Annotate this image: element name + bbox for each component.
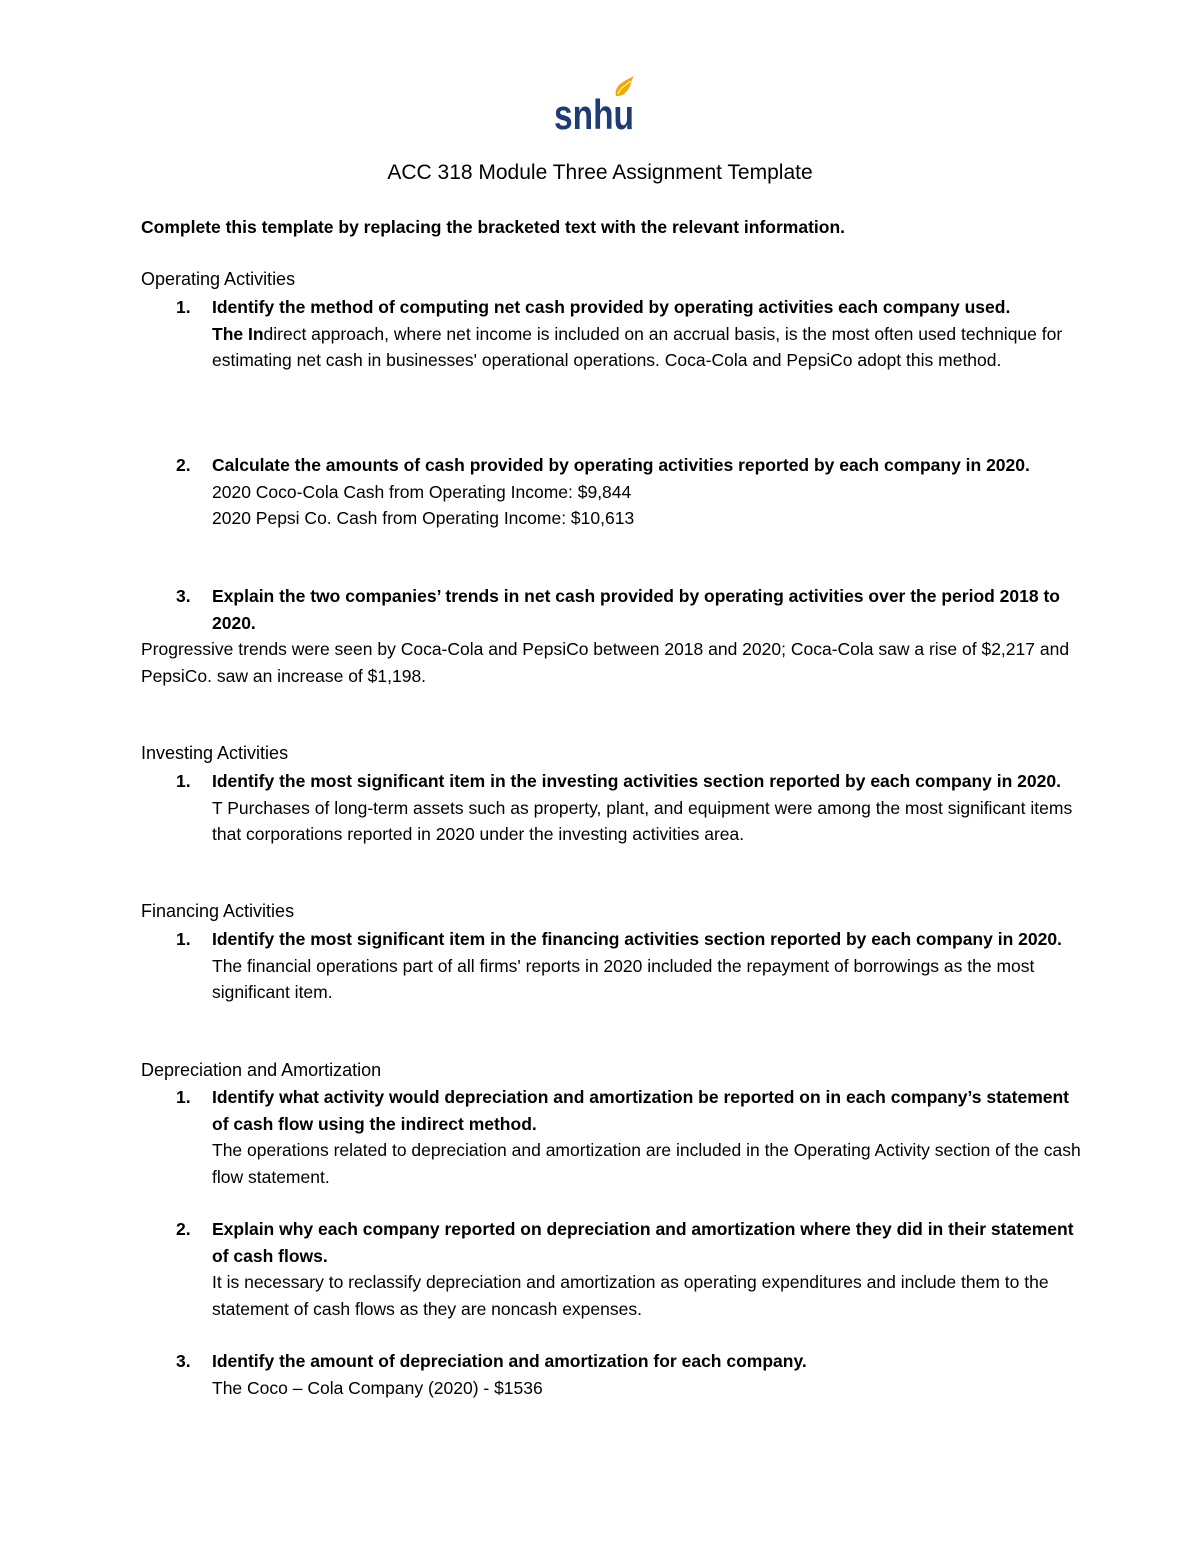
answer-text: T Purchases of long-term assets such as property, plant, and equipment were among the most significant items that corporations reported in 2020 under the investing activities area. (212, 797, 1073, 844)
question-number: 2. (176, 1219, 191, 1239)
page-title: ACC 318 Module Three Assignment Template (387, 161, 813, 184)
investing-question-1 (141, 768, 1081, 848)
answer-line-1: 2020 Coco-Cola Cash from Operating Income: $9,844 (212, 481, 632, 502)
financing-question-1 (141, 926, 1081, 1006)
question-text: Identify the most significant item in the investing activities section reported by each company in 2020. (212, 771, 1061, 791)
question-text: Explain the two companies’ trends in net cash provided by operating activities over the period 2018 to 2020. (212, 586, 1060, 633)
operating-question-2 (141, 452, 1081, 532)
answer-text: The financial operations part of all firms' reports in 2020 included the repayment of borrowings as the most significant item. (212, 955, 1035, 1002)
operating-question-3 (141, 583, 1081, 636)
operating-heading: Operating Activities (141, 269, 296, 289)
answer-line-2: 2020 Pepsi Co. Cash from Operating Income: $10,613 (212, 508, 635, 528)
question-number: 2. (176, 455, 191, 475)
instructions: Complete this template by replacing the bracketed text with the relevant information. (141, 217, 846, 237)
flame-icon (554, 72, 638, 138)
question-number: 1. (176, 1087, 191, 1107)
logo-text: snhu (554, 91, 634, 138)
question-number: 3. (176, 586, 191, 606)
question-text: Identify the amount of depreciation and amortization for each company. (212, 1351, 807, 1371)
question-text: Explain why each company reported on depreciation and amortization where they did in their statement of cash flows. (212, 1219, 1074, 1266)
question-number: 1. (176, 297, 191, 317)
question-number: 1. (176, 929, 191, 949)
question-number: 3. (176, 1351, 191, 1371)
operating-q3-answer: Progressive trends were seen by Coca-Cola and PepsiCo between 2018 and 2020; Coca-Cola saw a rise of $2,217 and PepsiCo. saw an increase of $1,198. (141, 639, 1070, 686)
question-text: Identify the most significant item in the financing activities section reported by each company in 2020. (212, 929, 1062, 949)
question-number: 1. (176, 771, 191, 791)
question-text: Calculate the amounts of cash provided by operating activities reported by each company in 2020. (212, 455, 1030, 475)
depreciation-heading: Depreciation and Amortization (141, 1060, 382, 1080)
answer-text: The operations related to depreciation and amortization are included in the Operating Activity section of the cash flow statement. (212, 1140, 1081, 1187)
snhu-logo (554, 72, 638, 138)
answer-text: The Coco – Cola Company (2020) - $1536 (212, 1377, 543, 1398)
financing-heading: Financing Activities (141, 901, 295, 921)
question-text: Identify the method of computing net cash provided by operating activities each company used. (212, 297, 1011, 317)
investing-heading: Investing Activities (141, 743, 289, 763)
answer-bold: The In (212, 323, 264, 344)
answer-rest: direct approach, where net income is included on an accrual basis, is the most often used technique for estimating net cash in businesses' operational operations. Coca-Cola and PepsiCo adopt this method. (212, 323, 1063, 370)
answer-text: It is necessary to reclassify depreciation and amortization as operating expenditures and include them to the statement of cash flows as they are noncash expenses. (212, 1272, 1049, 1319)
depreciation-question-3 (141, 1348, 1081, 1401)
answer-text (212, 321, 1081, 374)
depreciation-question-2 (141, 1216, 1081, 1322)
operating-question-1 (141, 294, 1081, 374)
question-text: Identify what activity would depreciation and amortization be reported on in each company’s statement of cash flow using the indirect method. (212, 1087, 1070, 1134)
depreciation-question-1 (141, 1084, 1081, 1190)
